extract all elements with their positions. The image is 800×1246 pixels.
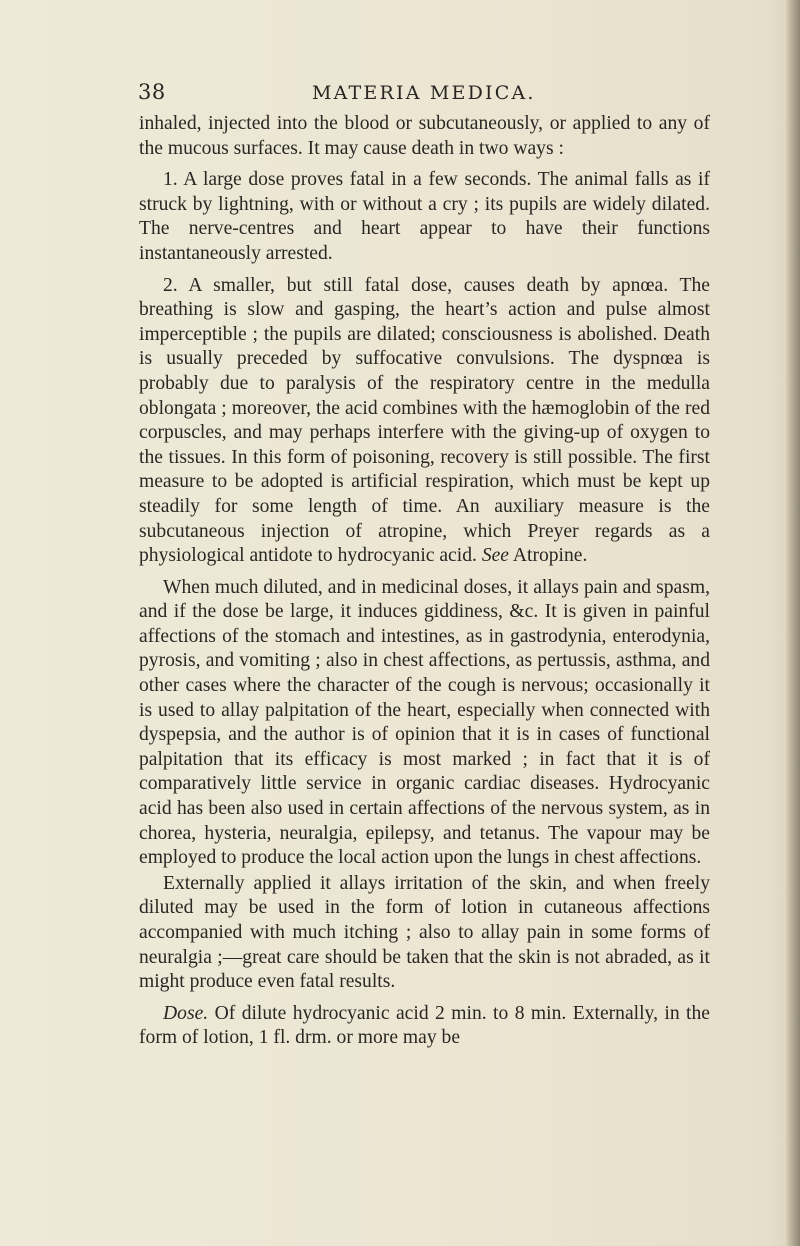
- paragraph-smaller-dose: [139, 274, 710, 569]
- paragraph-continuation: inhaled, injected into the blood or subcutaneously, or applied to any of the mucous surfaces. It may cause death in two ways :: [139, 113, 710, 159]
- page-spine-shadow: [786, 0, 800, 1246]
- page-number: 38: [138, 80, 166, 104]
- paragraph-medicinal-doses: When much diluted, and in medicinal doses, it allays pain and spasm, and if the dose be large, it induces giddiness, &c. It is given in painful affections of the stomach and intestines, as in gastrodynia, enterodynia, pyrosis, and vomiting ; also in chest affections, as pertussis, asthma, and other cases where the character of the cough is nervous; occasionally it is used to allay palpitation of the heart, especially when connected with dyspepsia, and the author is of opinion that it is in cases of functional palpitation that its efficacy is most marked ; in fact that it is of comparatively little service in organic cardiac diseases. Hydrocyanic acid has been also used in certain affections of the nervous system, as in chorea, hysteria, neuralgia, epilepsy, and tetanus. The vapour may be employed to produce the local action upon the lungs in chest affections.: [139, 576, 710, 869]
- paragraph-smaller-dose-text: 2. A smaller, but still fatal dose, causes death by apnœa. The breathing is slow and gasping, the heart’s action and pulse almost imperceptible ; the pupils are dilated; consciousness is abolished. Death is usually preceded by suffocative convulsions. The dyspnœa is probably due to paralysis of the respiratory centre in the medulla oblongata ; moreover, the acid combines with the hæmoglobin of the red corpuscles, and may perhaps interfere with the giving-up of oxygen to the tissues. In this form of poisoning, recovery is still possible. The first measure to be adopted is artificial respiration, which must be kept up steadily for some length of time. An auxiliary measure is the subcutaneous injection of atropine, which Preyer regards as a physiological antidote to hydrocyanic acid.: [139, 274, 710, 567]
- see-reference: See: [481, 545, 510, 567]
- dose-text: Of dilute hydrocyanic acid 2 min. to 8 min. Externally, in the form of lotion, 1 fl. drm. or more may be: [139, 1002, 710, 1049]
- paragraph-external-use: Externally applied it allays irritation of the skin, and when freely diluted may be used in the form of lotion in cutaneous affections accompanied with much itching ; also to allay pain in some forms of neuralgia ;—great care should be taken that the skin is not abraded, as it might produce even fatal results.: [139, 872, 710, 993]
- running-title: MATERIA MEDICA.: [312, 82, 536, 104]
- body-text: [139, 112, 710, 1058]
- page-header: [0, 80, 800, 112]
- dose-label: Dose.: [163, 1002, 209, 1024]
- paragraph-dose: [139, 1002, 710, 1051]
- paragraph-large-dose: 1. A large dose proves fatal in a few seconds. The animal falls as if struck by lightning, with or without a cry ; its pupils are widely dilated. The nerve-centres and heart appear to have their functions instantaneously arrested.: [139, 169, 710, 264]
- see-reference-target: Atropine.: [512, 545, 588, 567]
